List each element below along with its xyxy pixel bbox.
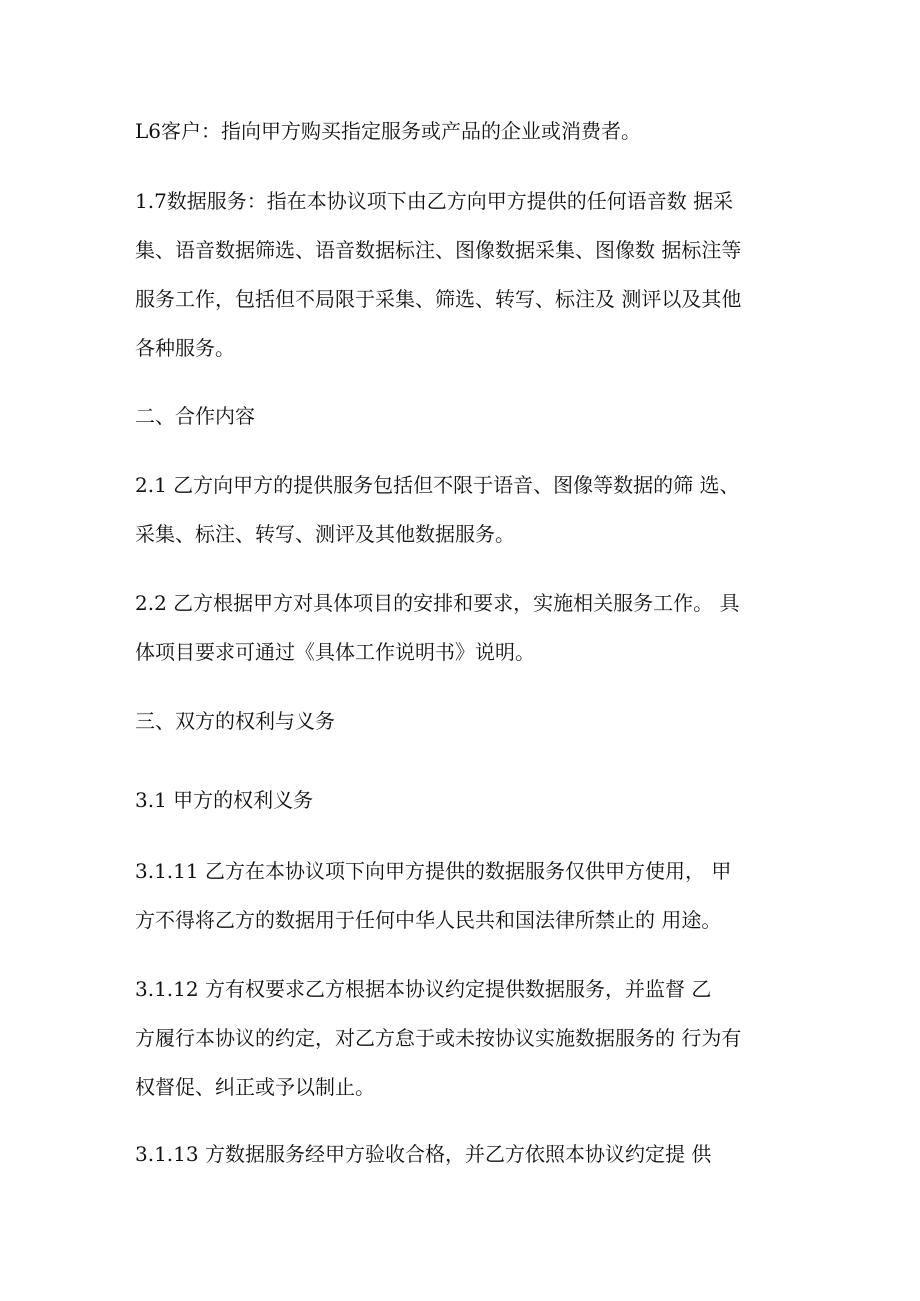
paragraph-3-1-13-line-1: 3.1.13 方数据服务经甲方验收合格，并乙方依照本协议约定提 供 bbox=[135, 1142, 712, 1166]
subsection-heading-3-1: 3.1 甲方的权利义务 bbox=[135, 788, 314, 812]
paragraph-3-1-12-line-1: 3.1.12 方有权要求乙方根据本协议约定提供数据服务，并监督 乙 bbox=[135, 977, 712, 1001]
paragraph-3-1-12-line-3: 权督促、纠正或予以制止。 bbox=[135, 1075, 375, 1099]
paragraph-1-7-line-2: 集、语音数据筛选、语音数据标注、图像数据采集、图像数 据标注等 bbox=[135, 238, 742, 262]
section-heading-2: 二、合作内容 bbox=[135, 404, 255, 428]
paragraph-2-2-line-1: 2.2 乙方根据甲方对具体项目的安排和要求，实施相关服务工作。 具 bbox=[135, 591, 740, 615]
paragraph-2-2-line-2: 体项目要求可通过《具体工作说明书》说明。 bbox=[135, 640, 535, 664]
paragraph-2-1-line-2: 采集、标注、转写、测评及其他数据服务。 bbox=[135, 522, 515, 546]
paragraph-1-7-line-4: 各种服务。 bbox=[135, 336, 235, 360]
paragraph-1-6-customer: L6客户：指向甲方购买指定服务或产品的企业或消费者。 bbox=[135, 119, 642, 143]
paragraph-2-1-line-1: 2.1 乙方向甲方的提供服务包括但不限于语音、图像等数据的筛 选、 bbox=[135, 473, 740, 497]
paragraph-3-1-11-line-2: 方不得将乙方的数据用于任何中华人民共和国法律所禁止的 用途。 bbox=[135, 908, 722, 932]
paragraph-1-7-line-3: 服务工作，包括但不局限于采集、筛选、转写、标注及 测评以及其他 bbox=[135, 287, 742, 311]
paragraph-3-1-12-line-2: 方履行本协议的约定，对乙方怠于或未按协议实施数据服务的 行为有 bbox=[135, 1026, 742, 1050]
paragraph-3-1-11-line-1: 3.1.11 乙方在本协议项下向甲方提供的数据服务仅供甲方使用， 甲 bbox=[135, 859, 732, 883]
paragraph-1-7-line-1: 1.7数据服务：指在本协议项下由乙方向甲方提供的任何语音数 据采 bbox=[135, 189, 734, 213]
section-heading-3: 三、双方的权利与义务 bbox=[135, 709, 335, 733]
